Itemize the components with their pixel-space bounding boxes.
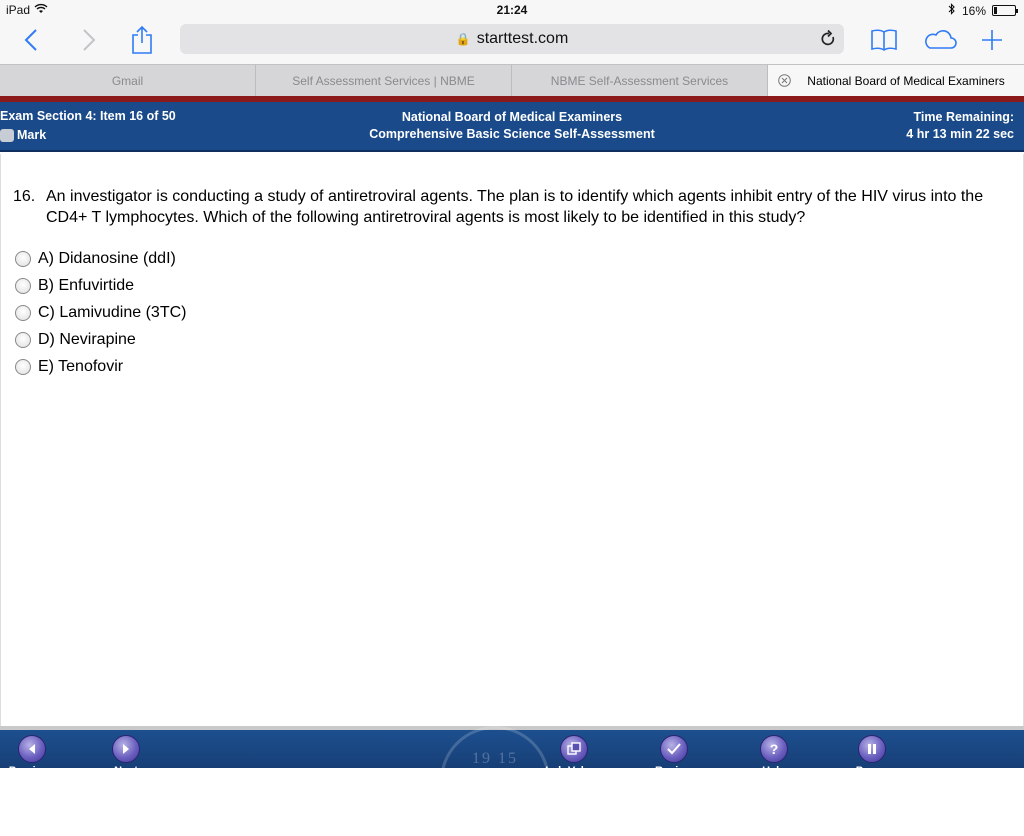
radio-button[interactable] bbox=[15, 305, 31, 321]
reload-icon[interactable] bbox=[820, 28, 836, 55]
pause-label: Pause bbox=[855, 765, 889, 777]
bookmarks-icon[interactable] bbox=[870, 24, 898, 56]
help-label: Help bbox=[762, 765, 786, 777]
time-remaining-label: Time Remaining: bbox=[913, 110, 1014, 124]
address-bar[interactable] bbox=[180, 24, 844, 54]
tab-label: NBME Self-Assessment Services bbox=[550, 73, 729, 88]
tab-gmail[interactable] bbox=[0, 65, 256, 96]
answer-option-c[interactable] bbox=[15, 299, 186, 326]
battery-percent: 16% bbox=[961, 3, 986, 18]
help-icon: ? bbox=[760, 735, 788, 763]
exam-title: Comprehensive Basic Science Self-Assessment bbox=[369, 127, 655, 141]
time-remaining-value: 4 hr 13 min 22 sec bbox=[906, 127, 1014, 141]
url-text: starttest.com bbox=[476, 30, 569, 47]
help-button[interactable] bbox=[734, 735, 814, 777]
question-text: An investigator is conducting a study of antiretroviral agents. The plan is to identify which agents inhibit entry of the HIV virus into the CD4+ T lymphocytes. Which of the following antiretroviral agents is most likely to be identified in this study? bbox=[46, 188, 984, 226]
previous-icon bbox=[18, 735, 46, 763]
battery-icon bbox=[992, 5, 1016, 16]
seal-year: 19 15 bbox=[472, 750, 518, 767]
tab-self-assessment-services-nbme[interactable] bbox=[256, 65, 512, 96]
battery-level bbox=[994, 7, 997, 14]
back-icon[interactable] bbox=[24, 24, 38, 56]
status-right bbox=[948, 3, 1016, 18]
exam-header bbox=[0, 102, 1024, 152]
answer-options bbox=[15, 245, 186, 380]
question-stem bbox=[13, 186, 993, 228]
bluetooth-icon bbox=[948, 3, 956, 18]
radio-button[interactable] bbox=[15, 251, 31, 267]
option-label: B) Enfuvirtide bbox=[38, 276, 135, 294]
status-bar bbox=[0, 0, 1024, 20]
answer-option-d[interactable] bbox=[15, 326, 186, 353]
question-panel bbox=[0, 154, 1024, 726]
lock-icon: 🔒 bbox=[455, 32, 471, 46]
new-tab-icon[interactable] bbox=[980, 24, 1004, 56]
option-label: E) Tenofovir bbox=[38, 357, 124, 375]
share-icon[interactable] bbox=[130, 24, 154, 56]
option-label: D) Nevirapine bbox=[38, 330, 136, 348]
browser-tabs bbox=[0, 64, 1024, 96]
mark-label: Mark bbox=[17, 128, 47, 142]
time-remaining bbox=[906, 109, 1014, 143]
next-icon bbox=[112, 735, 140, 763]
radio-button[interactable] bbox=[15, 278, 31, 294]
previous-label: Previous bbox=[8, 765, 56, 777]
review-button[interactable] bbox=[634, 735, 714, 777]
tab-label: National Board of Medical Examiners bbox=[807, 73, 1005, 88]
next-button[interactable] bbox=[86, 735, 166, 777]
review-check-icon bbox=[660, 735, 688, 763]
question-number: 16. bbox=[13, 188, 36, 205]
exam-header-center bbox=[0, 109, 1024, 143]
pause-button[interactable] bbox=[832, 735, 912, 777]
exam-footer bbox=[0, 730, 1024, 777]
tab-label: Gmail bbox=[111, 73, 144, 88]
lab-values-label: Lab Values bbox=[545, 765, 603, 777]
pause-icon bbox=[858, 735, 886, 763]
previous-button[interactable] bbox=[0, 735, 72, 777]
review-label: Review bbox=[655, 765, 693, 777]
url-display[interactable] bbox=[180, 30, 844, 48]
answer-option-b[interactable] bbox=[15, 272, 186, 299]
option-label: A) Didanosine (ddI) bbox=[38, 249, 176, 267]
cloud-tabs-icon[interactable] bbox=[922, 24, 958, 56]
tab-national-board-of-medical-examiners[interactable] bbox=[768, 65, 1024, 96]
lab-values-icon bbox=[560, 735, 588, 763]
browser-toolbar bbox=[0, 20, 1024, 64]
lab-values-button[interactable] bbox=[534, 735, 614, 777]
option-label: C) Lamivudine (3TC) bbox=[38, 303, 187, 321]
org-title: National Board of Medical Examiners bbox=[401, 110, 623, 124]
radio-button[interactable] bbox=[15, 332, 31, 348]
section-item-label: Exam Section 4: Item 16 of 50 bbox=[0, 109, 176, 123]
status-time: 21:24 bbox=[496, 3, 528, 17]
answer-option-a[interactable] bbox=[15, 245, 186, 272]
device-name: iPad bbox=[6, 3, 31, 17]
next-label: Next bbox=[114, 765, 138, 777]
tab-nbme-self-assessment-services[interactable] bbox=[512, 65, 768, 96]
tab-label: Self Assessment Services | NBME bbox=[292, 73, 475, 88]
forward-icon[interactable] bbox=[82, 24, 96, 56]
radio-button[interactable] bbox=[15, 359, 31, 375]
answer-option-e[interactable] bbox=[15, 353, 186, 380]
close-tab-icon[interactable] bbox=[778, 74, 791, 90]
